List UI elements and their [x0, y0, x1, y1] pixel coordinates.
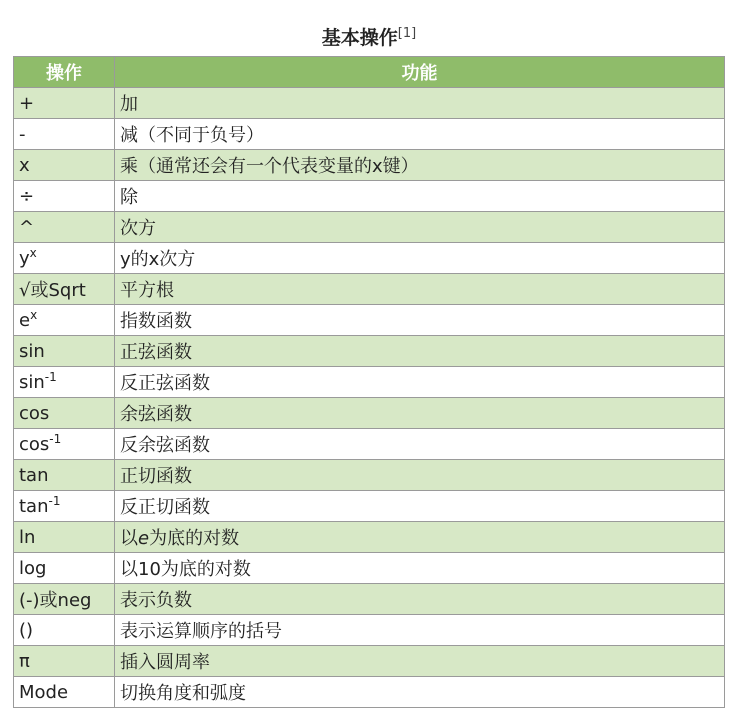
function-cell [115, 243, 725, 274]
function-text: 减（不同于负号） [120, 125, 264, 146]
operation-symbol: e [19, 309, 31, 331]
operation-superscript: -1 [44, 369, 57, 384]
function-cell [115, 584, 725, 615]
operation-superscript: -1 [48, 493, 61, 508]
function-cell [115, 677, 725, 708]
table-row [14, 88, 725, 119]
function-text: 加 [120, 94, 138, 115]
function-text: 反正弦函数 [120, 373, 210, 394]
function-text: 以10为底的对数 [120, 559, 251, 580]
function-text: 次方 [120, 218, 156, 239]
operation-symbol: Mode [19, 681, 69, 703]
table-row [14, 460, 725, 491]
operation-cell [14, 553, 115, 584]
table-row [14, 553, 725, 584]
function-cell [115, 367, 725, 398]
function-text-suffix: 为底的对数 [149, 528, 240, 549]
operation-superscript: x [29, 245, 37, 260]
table-caption [0, 24, 738, 52]
table-row [14, 677, 725, 708]
function-cell [115, 181, 725, 212]
operation-symbol: tan [19, 495, 49, 517]
function-text: y的x次方 [120, 249, 196, 270]
function-cell [115, 336, 725, 367]
operation-symbol: sin [19, 371, 45, 393]
operation-cell [14, 88, 115, 119]
operation-cell [14, 336, 115, 367]
operation-superscript: -1 [49, 431, 62, 446]
operations-table [13, 56, 725, 708]
operation-cell [14, 615, 115, 646]
function-cell [115, 429, 725, 460]
operation-symbol: + [19, 92, 35, 114]
operation-cell [14, 522, 115, 553]
operation-symbol: cos [19, 402, 50, 424]
table-row [14, 212, 725, 243]
function-cell [115, 491, 725, 522]
operation-superscript: x [30, 307, 38, 322]
function-cell [115, 150, 725, 181]
table-row [14, 491, 725, 522]
operation-symbol: x [19, 154, 30, 176]
operation-cell [14, 491, 115, 522]
operation-cell [14, 398, 115, 429]
operation-symbol: - [19, 123, 26, 145]
operation-symbol: tan [19, 464, 49, 486]
function-text: 正切函数 [120, 466, 192, 487]
function-cell [115, 522, 725, 553]
function-cell [115, 212, 725, 243]
operation-cell [14, 460, 115, 491]
function-text: 切换角度和弧度 [120, 683, 246, 704]
function-cell [115, 398, 725, 429]
table-body [14, 88, 725, 708]
operation-cell [14, 367, 115, 398]
function-text: 表示负数 [120, 590, 192, 611]
function-text: 以 [120, 528, 138, 549]
table-row [14, 243, 725, 274]
operation-symbol: ln [19, 526, 36, 548]
operation-cell [14, 677, 115, 708]
function-text: 乘（通常还会有一个代表变量的x键） [120, 156, 419, 177]
operation-cell [14, 305, 115, 336]
operation-cell [14, 150, 115, 181]
function-cell [115, 646, 725, 677]
function-text: 除 [120, 187, 138, 208]
caption-footnote-ref[interactable]: [1] [397, 26, 417, 41]
header-operation: 操作 [14, 57, 115, 88]
function-cell [115, 460, 725, 491]
table-row [14, 181, 725, 212]
function-text: 平方根 [120, 280, 174, 301]
operation-symbol: π [19, 650, 30, 672]
operation-cell [14, 429, 115, 460]
header-function: 功能 [115, 57, 725, 88]
table-row [14, 367, 725, 398]
function-cell [115, 274, 725, 305]
table-row [14, 274, 725, 305]
table-row [14, 429, 725, 460]
function-italic-symbol: e [138, 528, 150, 549]
function-cell [115, 553, 725, 584]
function-cell [115, 88, 725, 119]
operation-cell [14, 212, 115, 243]
function-text: 反余弦函数 [120, 435, 210, 456]
table-row [14, 305, 725, 336]
operation-symbol: (-)或neg [19, 590, 92, 611]
table-row [14, 150, 725, 181]
operation-cell [14, 584, 115, 615]
operation-symbol: log [19, 557, 47, 579]
table-row [14, 615, 725, 646]
function-cell [115, 119, 725, 150]
operation-cell [14, 181, 115, 212]
function-text: 指数函数 [120, 311, 192, 332]
function-cell [115, 305, 725, 336]
operation-symbol: ÷ [19, 185, 35, 207]
table-row [14, 336, 725, 367]
function-text: 插入圆周率 [120, 652, 210, 673]
table-row [14, 584, 725, 615]
table-row [14, 119, 725, 150]
operation-symbol: y [19, 247, 30, 269]
caption-title: 基本操作 [321, 27, 398, 49]
function-text: 表示运算顺序的括号 [120, 621, 282, 642]
operation-cell [14, 119, 115, 150]
operation-cell [14, 646, 115, 677]
function-text: 反正切函数 [120, 497, 210, 518]
table-row [14, 522, 725, 553]
table-row [14, 398, 725, 429]
operation-symbol: √或Sqrt [19, 280, 86, 301]
operation-cell [14, 274, 115, 305]
operation-symbol: () [19, 619, 34, 641]
operation-symbol: sin [19, 340, 45, 362]
function-cell [115, 615, 725, 646]
function-text: 正弦函数 [120, 342, 192, 363]
operation-symbol: cos [19, 433, 50, 455]
operation-cell [14, 243, 115, 274]
operation-symbol: ^ [19, 216, 35, 238]
function-text: 余弦函数 [120, 404, 192, 425]
table-header-row [14, 57, 725, 88]
table-row [14, 646, 725, 677]
